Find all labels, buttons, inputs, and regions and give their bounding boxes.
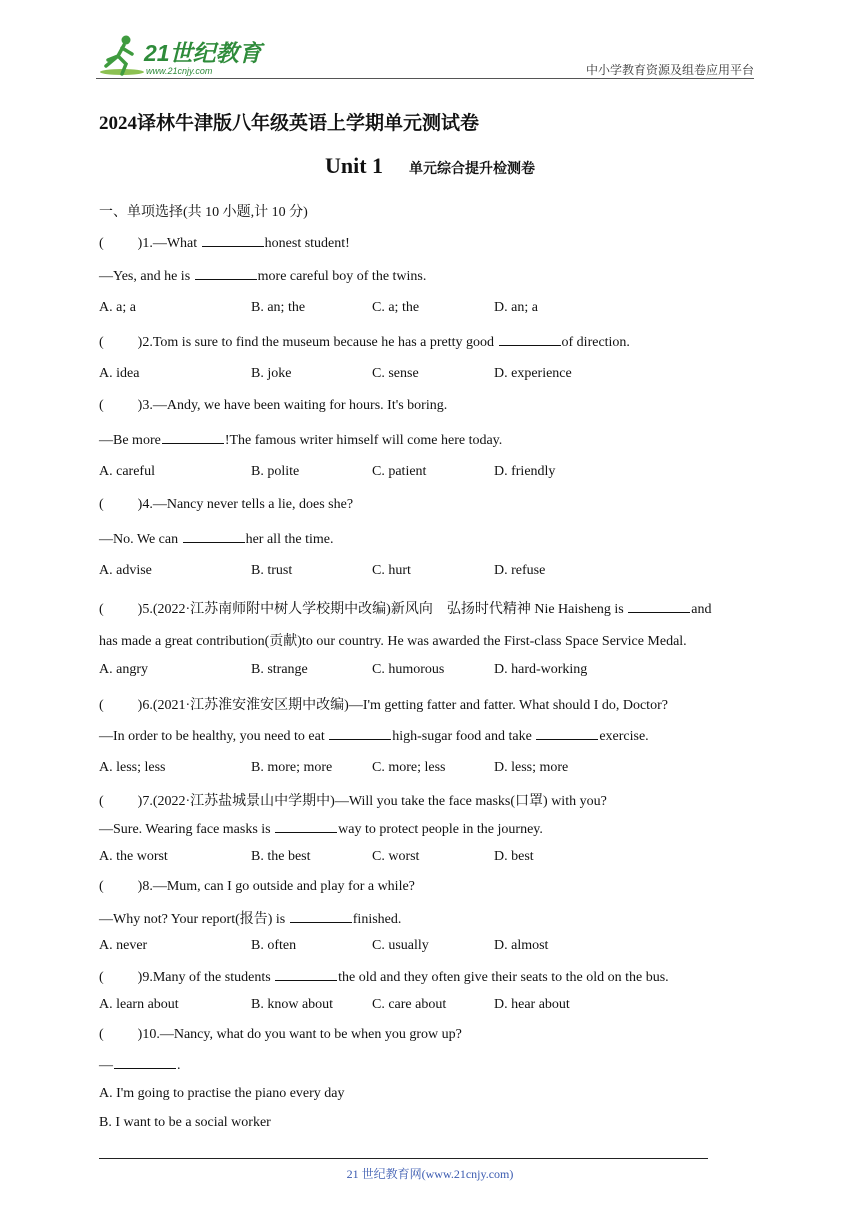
answer-blank — [183, 530, 245, 543]
question-3-line-2: —Be more !The famous writer himself will come here today. — [99, 433, 503, 448]
option-d: D. hear about — [494, 997, 570, 1012]
section-heading: 一、单项选择(共 10 小题,计 10 分) — [99, 205, 308, 220]
question-1: ( )1.—What honest student! — [99, 236, 350, 251]
option-b: B. more; more — [251, 760, 333, 775]
question-5-line-2: has made a great contribution(贡献)to our country. He was awarded the First-class Space Service Medal. — [99, 634, 687, 649]
option-a: A. I'm going to practise the piano every day — [99, 1086, 345, 1101]
answer-blank — [275, 968, 337, 981]
unit-subtitle: 单元综合提升检测卷 — [409, 162, 536, 177]
option-a: A. a; a — [99, 300, 136, 315]
question-10-line-2: — . — [99, 1058, 181, 1073]
header-divider — [96, 78, 754, 79]
unit-title: Unit 1 — [324, 153, 384, 178]
site-logo — [96, 34, 266, 78]
option-c: C. care about — [372, 997, 447, 1012]
question-2: ( )2.Tom is sure to find the museum because he has a pretty good of direction. — [99, 335, 630, 350]
option-a: A. the worst — [99, 849, 168, 864]
question-4-line-2: —No. We can her all the time. — [99, 532, 334, 547]
option-a: A. careful — [99, 464, 155, 479]
question-3: ( )3.—Andy, we have been waiting for hours. It's boring. — [99, 398, 448, 413]
footer-text: 21 世纪教育网(www.21cnjy.com) — [346, 1167, 514, 1181]
question-7: ( )7.(2022·江苏盐城景山中学期中)—Will you take the face masks(口罩) with you? — [99, 794, 607, 809]
option-c: C. sense — [372, 366, 419, 381]
answer-blank — [275, 820, 337, 833]
answer-blank — [114, 1056, 176, 1069]
option-d: D. almost — [494, 938, 549, 953]
question-6-line-2: —In order to be healthy, you need to eat high-sugar food and take exercise. — [99, 729, 649, 744]
option-b: B. an; the — [251, 300, 306, 315]
answer-blank — [329, 727, 391, 740]
option-a: A. less; less — [99, 760, 166, 775]
logo-text: 21世纪教育 — [144, 40, 262, 66]
option-a: A. learn about — [99, 997, 179, 1012]
option-a: A. advise — [99, 563, 152, 578]
question-9: ( )9.Many of the students the old and they often give their seats to the old on the bus. — [99, 970, 669, 985]
answer-blank — [499, 333, 561, 346]
option-d: D. less; more — [494, 760, 569, 775]
answer-blank — [202, 234, 264, 247]
answer-blank — [536, 727, 598, 740]
question-6: ( )6.(2021·江苏淮安淮安区期中改编)—I'm getting fatter and fatter. What should I do, Doctor? — [99, 698, 668, 713]
option-b: B. know about — [251, 997, 334, 1012]
option-c: C. a; the — [372, 300, 420, 315]
option-c: C. hurt — [372, 563, 411, 578]
option-d: D. hard-working — [494, 662, 588, 677]
question-5: ( )5.(2022·江苏南师附中树人学校期中改编)新风向 弘扬时代精神 Nie Haisheng is and — [99, 602, 712, 617]
answer-blank — [162, 431, 224, 444]
option-c: C. more; less — [372, 760, 446, 775]
option-b: B. the best — [251, 849, 311, 864]
option-a: A. never — [99, 938, 148, 953]
option-c: C. worst — [372, 849, 420, 864]
option-b: B. strange — [251, 662, 308, 677]
option-d: D. best — [494, 849, 534, 864]
answer-blank — [195, 267, 257, 280]
question-10: ( )10.—Nancy, what do you want to be when you grow up? — [99, 1027, 462, 1042]
option-b: B. polite — [251, 464, 300, 479]
logo-url: www.21cnjy.com — [146, 66, 213, 76]
header-platform-text: 中小学教育资源及组卷应用平台 — [585, 63, 754, 77]
footer-divider — [99, 1158, 708, 1159]
option-c: C. usually — [372, 938, 429, 953]
answer-blank — [628, 600, 690, 613]
question-8-line-2: —Why not? Your report(报告) is finished. — [99, 912, 402, 927]
question-7-line-2: —Sure. Wearing face masks is way to protect people in the journey. — [99, 822, 543, 837]
option-a: A. idea — [99, 366, 140, 381]
option-b: B. trust — [251, 563, 293, 578]
answer-blank — [290, 910, 352, 923]
option-d: D. an; a — [494, 300, 538, 315]
option-c: C. humorous — [372, 662, 445, 677]
question-8: ( )8.—Mum, can I go outside and play for a while? — [99, 879, 415, 894]
option-d: D. friendly — [494, 464, 556, 479]
option-b: B. often — [251, 938, 297, 953]
option-c: C. patient — [372, 464, 427, 479]
document-title: 2024译林牛津版八年级英语上学期单元测试卷 — [99, 113, 480, 134]
unit-heading — [0, 153, 860, 179]
option-d: D. experience — [494, 366, 572, 381]
question-1-line-2: —Yes, and he is more careful boy of the twins. — [99, 269, 427, 284]
option-b: B. joke — [251, 366, 292, 381]
option-b: B. I want to be a social worker — [99, 1115, 271, 1130]
option-d: D. refuse — [494, 563, 546, 578]
option-a: A. angry — [99, 662, 148, 677]
question-4: ( )4.—Nancy never tells a lie, does she? — [99, 497, 354, 512]
